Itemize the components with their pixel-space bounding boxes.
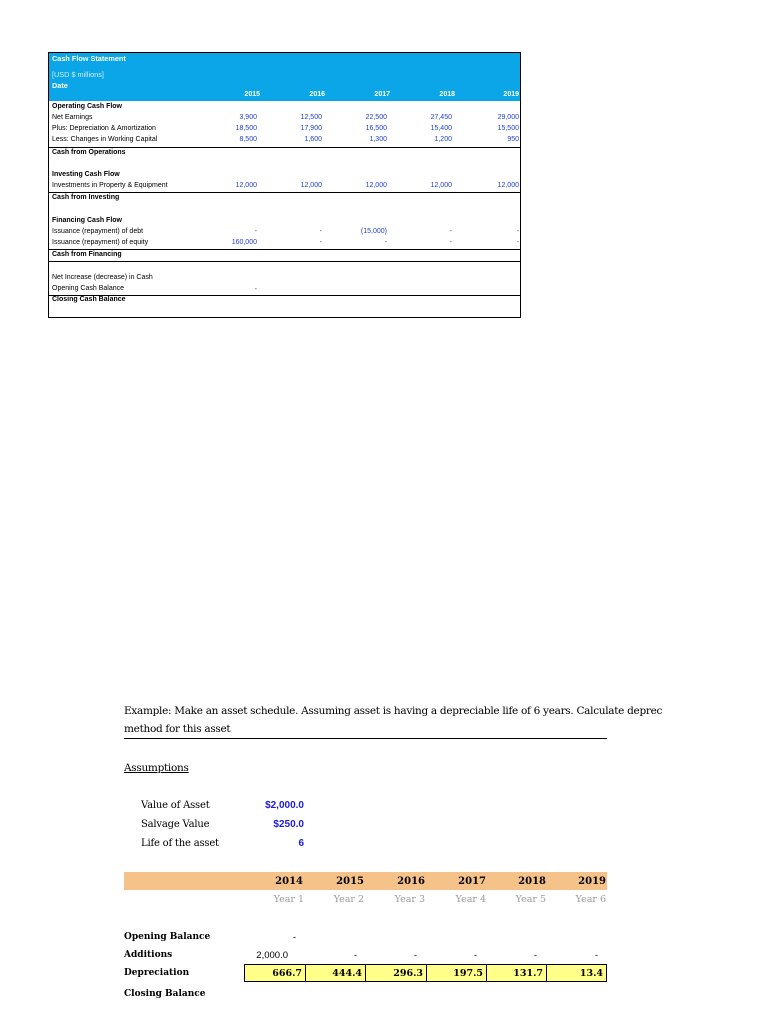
schedule-row-label: Additions xyxy=(124,950,173,960)
year-header: 2014 xyxy=(275,876,303,887)
year-header: 2019 xyxy=(503,91,519,98)
cell-value: - xyxy=(319,228,322,235)
year-header: 2018 xyxy=(439,91,455,98)
total-label: Cash from Financing xyxy=(52,251,122,258)
assumptions-heading: Assumptions xyxy=(124,762,189,774)
example-text-line-2: method for this asset xyxy=(124,723,231,735)
depreciation-cell: 131.7 xyxy=(486,964,547,982)
row-label: Net Earnings xyxy=(52,114,93,121)
year-index-label: Year 2 xyxy=(333,894,364,905)
date-label: Date xyxy=(52,81,68,90)
column-border xyxy=(520,101,521,318)
year-header: 2015 xyxy=(336,876,364,887)
cell-value: - xyxy=(473,950,477,961)
year-index-label: Year 6 xyxy=(575,894,606,905)
row-label: Net Increase (decrease) in Cash xyxy=(52,274,153,281)
cell-value: - xyxy=(292,932,296,943)
cash-flow-statement-table xyxy=(48,52,521,318)
cell-value: 1,600 xyxy=(304,136,322,143)
cell-value: 160,000 xyxy=(231,239,257,246)
section-header: Financing Cash Flow xyxy=(52,217,123,224)
assumption-label: Salvage Value xyxy=(141,819,210,830)
section-header: Investing Cash Flow xyxy=(52,171,120,178)
cell-value: - xyxy=(384,239,387,246)
year-index-label: Year 3 xyxy=(394,894,425,905)
divider xyxy=(49,261,520,262)
cell-value: 15,500 xyxy=(497,125,519,132)
cell-value: 2,000.0 xyxy=(256,950,288,961)
cell-value: 12,000 xyxy=(497,182,519,189)
cell-value: - xyxy=(319,239,322,246)
depreciation-cell: 13.4 xyxy=(546,964,607,982)
cell-value: 3,900 xyxy=(239,114,257,121)
depreciation-cell: 666.7 xyxy=(244,964,306,982)
row-label: Less: Changes in Working Capital xyxy=(52,136,158,143)
cell-value: 12,000 xyxy=(365,182,387,189)
divider xyxy=(49,147,520,148)
cell-value: 16,500 xyxy=(365,125,387,132)
cell-value: 950 xyxy=(507,136,519,143)
divider xyxy=(49,192,520,193)
assumption-label: Value of Asset xyxy=(141,800,210,811)
example-text-line-1: Example: Make an asset schedule. Assuming asset is having a depreciable life of 6 years. Calculate deprec xyxy=(124,705,663,717)
year-header: 2018 xyxy=(518,876,546,887)
assumption-value: $2,000.0 xyxy=(265,800,304,811)
cell-value: 22,500 xyxy=(365,114,387,121)
units-label: [USD $ millions] xyxy=(52,70,104,79)
row-label: Opening Cash Balance xyxy=(52,285,124,292)
assumption-value: 6 xyxy=(298,838,304,849)
total-label: Cash from Investing xyxy=(52,194,120,201)
row-label: Plus: Depreciation & Amortization xyxy=(52,125,156,132)
cell-value: - xyxy=(353,950,357,961)
cell-value: 1,200 xyxy=(434,136,452,143)
cell-value: - xyxy=(449,239,452,246)
cell-value: 12,000 xyxy=(300,182,322,189)
cell-value: 1,300 xyxy=(369,136,387,143)
cell-value: 12,000 xyxy=(430,182,452,189)
divider xyxy=(49,249,520,250)
cell-value: 12,500 xyxy=(300,114,322,121)
year-index-label: Year 1 xyxy=(273,894,304,905)
cell-value: - xyxy=(413,950,417,961)
depreciation-cell: 444.4 xyxy=(305,964,366,982)
year-header: 2016 xyxy=(309,91,325,98)
year-index-label: Year 5 xyxy=(515,894,546,905)
cell-value: 17,900 xyxy=(300,125,322,132)
total-label: Closing Cash Balance xyxy=(52,296,126,303)
table-title: Cash Flow Statement xyxy=(52,54,126,63)
year-index-label: Year 4 xyxy=(455,894,486,905)
row-label: Issuance (repayment) of equity xyxy=(52,239,149,246)
cell-value: (15,000) xyxy=(360,228,387,235)
cell-value: - xyxy=(533,950,537,961)
year-header: 2015 xyxy=(244,91,260,98)
year-header: 2016 xyxy=(397,876,425,887)
depreciation-cell: 197.5 xyxy=(426,964,487,982)
total-label: Cash from Operations xyxy=(52,149,126,156)
cell-value: - xyxy=(516,239,519,246)
year-header: 2017 xyxy=(374,91,390,98)
row-label: Investments in Property & Equipment xyxy=(52,182,168,189)
assumption-value: $250.0 xyxy=(273,819,304,830)
divider xyxy=(124,738,607,739)
cell-value: - xyxy=(594,950,598,961)
cell-value: - xyxy=(254,228,257,235)
cell-value: 29,000 xyxy=(497,114,519,121)
cell-value: 27,450 xyxy=(430,114,452,121)
cell-value: 18,500 xyxy=(235,125,257,132)
cell-value: - xyxy=(516,228,519,235)
schedule-row-label: Closing Balance xyxy=(124,989,206,999)
assumption-label: Life of the asset xyxy=(141,838,219,849)
cell-value: - xyxy=(449,228,452,235)
cell-value: 8,500 xyxy=(239,136,257,143)
year-header: 2017 xyxy=(458,876,486,887)
cell-value: 12,000 xyxy=(235,182,257,189)
row-label: Issuance (repayment) of debt xyxy=(52,228,144,235)
cell-value: 15,400 xyxy=(430,125,452,132)
schedule-row-label: Opening Balance xyxy=(124,932,211,942)
cell-value: - xyxy=(254,286,257,293)
year-header: 2019 xyxy=(578,876,606,887)
schedule-row-label: Depreciation xyxy=(124,968,190,978)
depreciation-cell: 296.3 xyxy=(365,964,427,982)
section-header: Operating Cash Flow xyxy=(52,103,123,110)
